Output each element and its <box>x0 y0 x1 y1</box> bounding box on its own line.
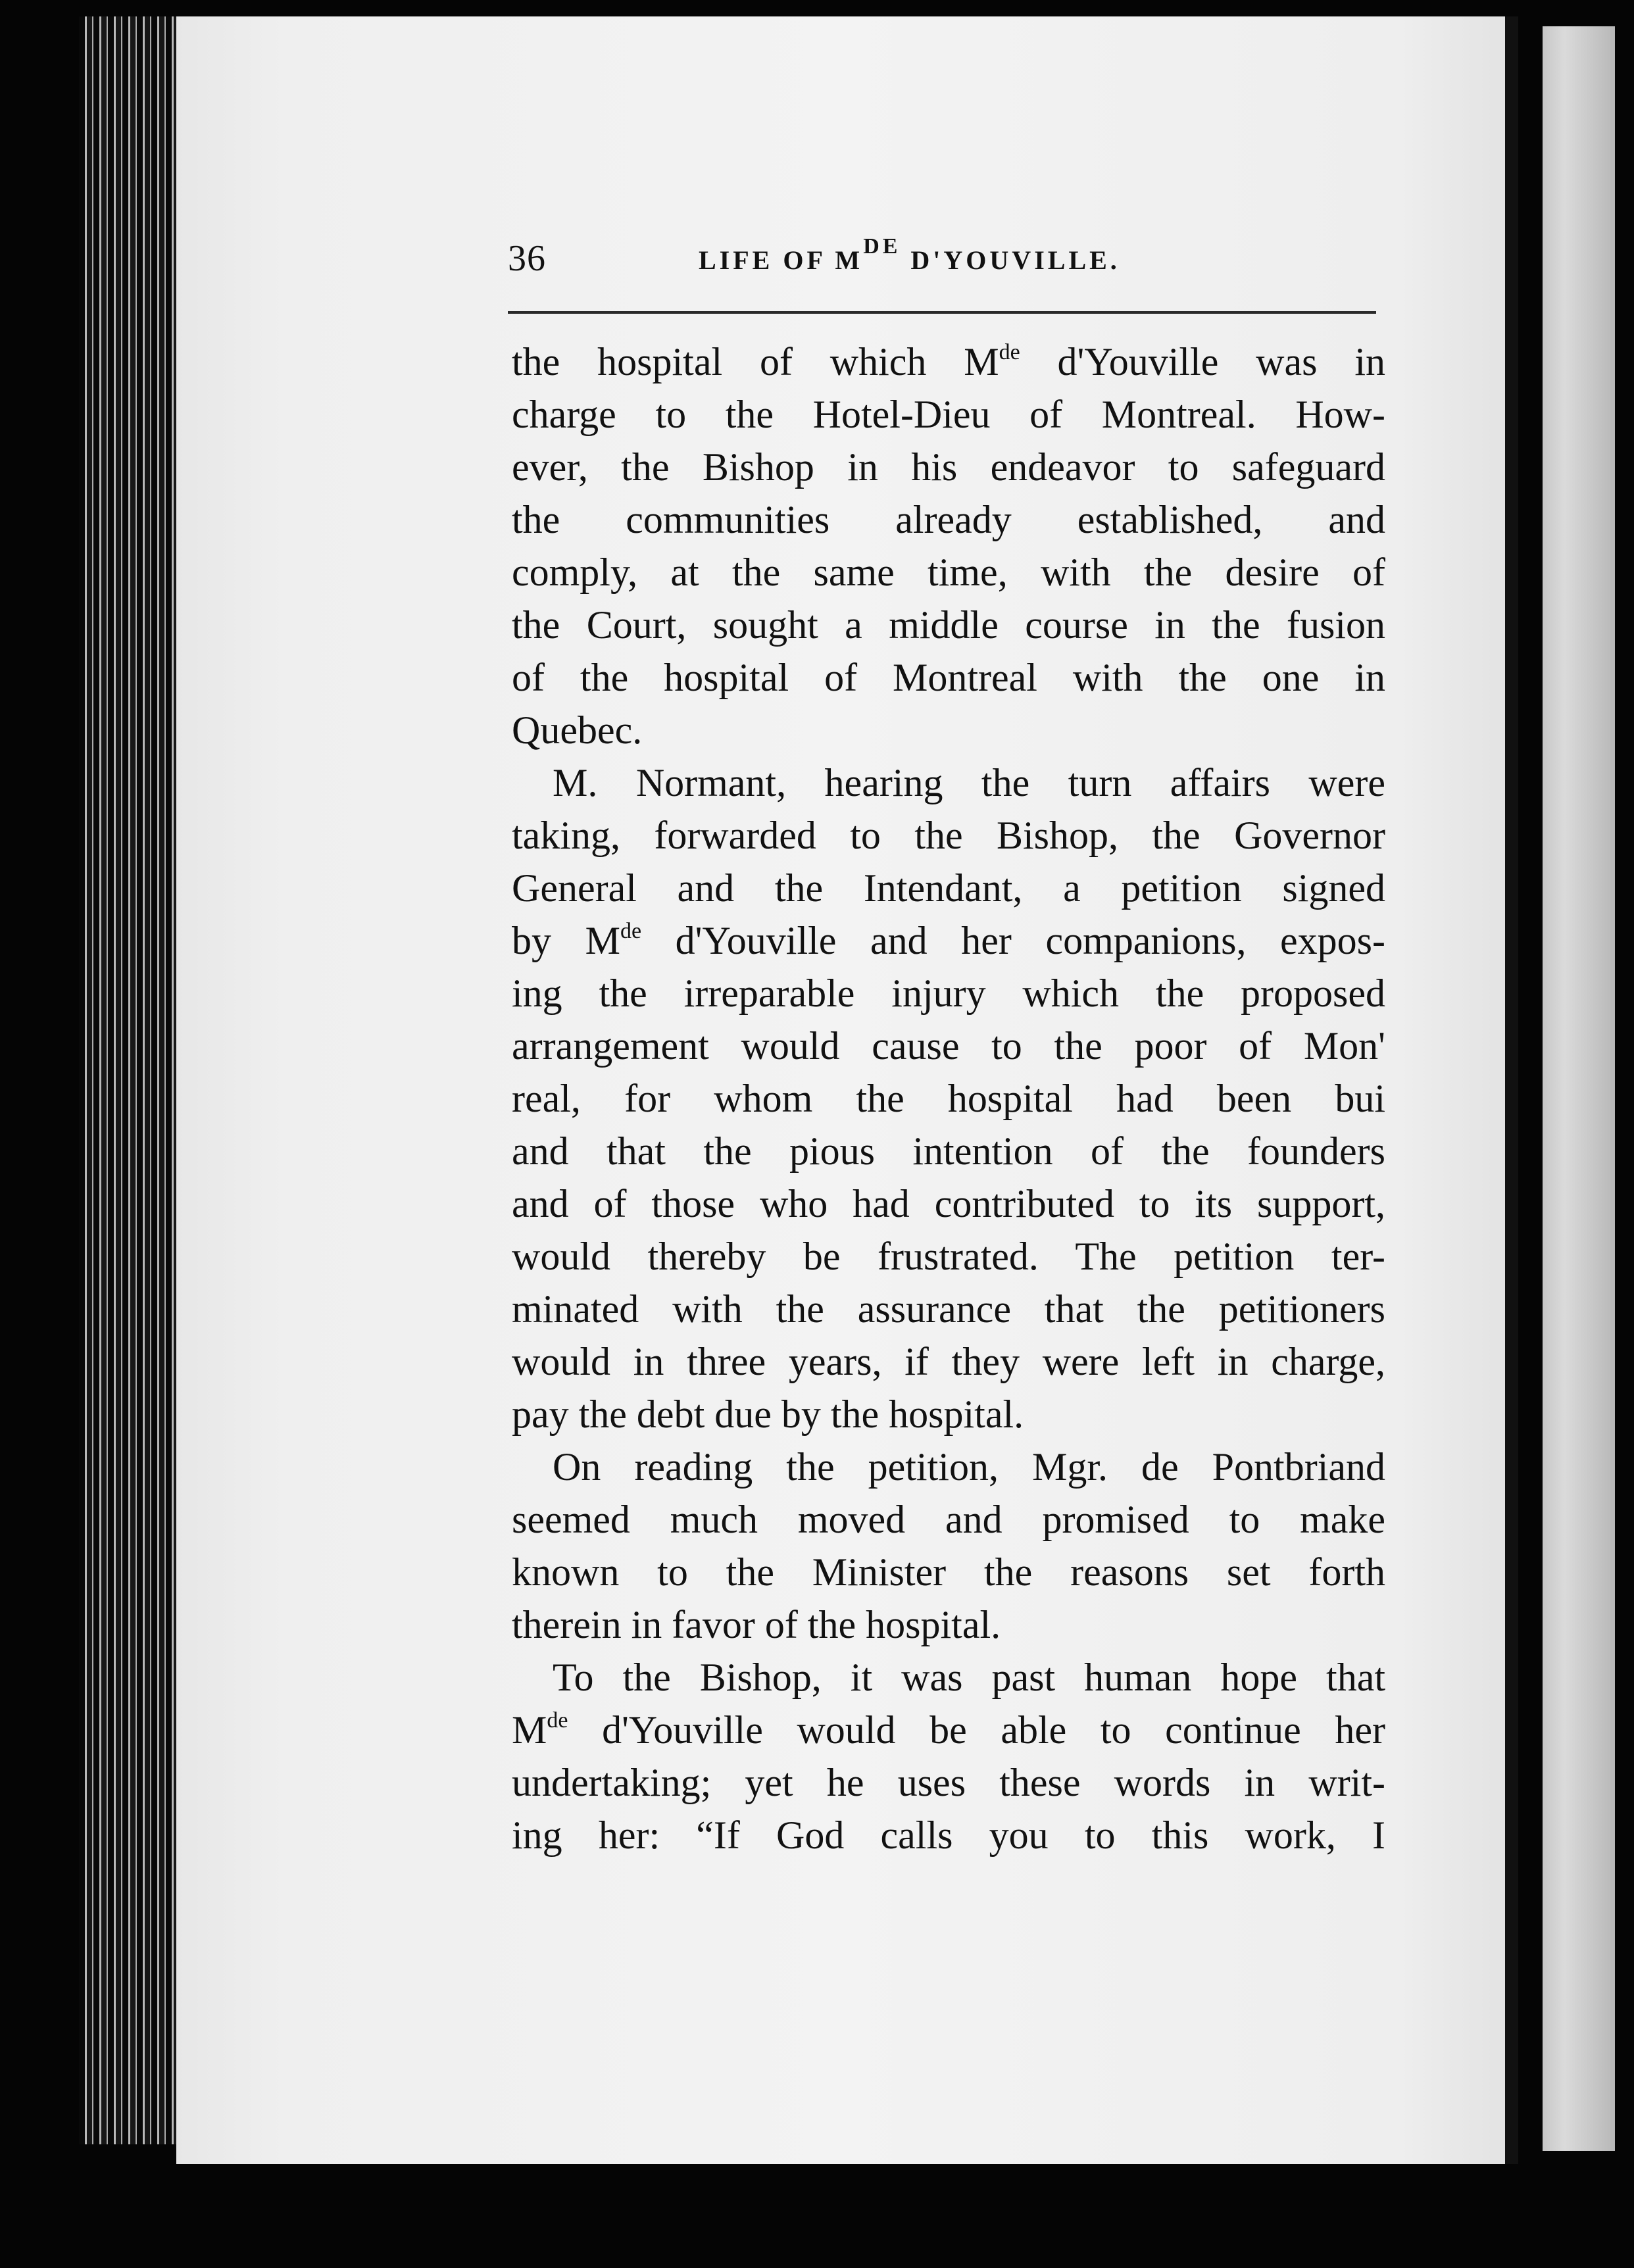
body-text <box>512 335 1385 1861</box>
text-line: the Court, sought a middle course in the fusion <box>512 603 1385 647</box>
text-line: To the Bishop, it was past human hope that <box>553 1656 1385 1699</box>
text-line: On reading the petition, Mgr. de Pontbriand <box>553 1445 1385 1489</box>
gutter-shadow <box>1505 16 1518 2164</box>
text-line: and of those who had contributed to its support, <box>512 1182 1385 1225</box>
text-line: comply, at the same time, with the desire of <box>512 551 1385 594</box>
text-line: Mde d'Youville would be able to continue her <box>512 1708 1385 1752</box>
text-line: by Mde d'Youville and her companions, expos- <box>512 919 1385 962</box>
header-rule <box>508 311 1376 314</box>
text-line: ever, the Bishop in his endeavor to safeguard <box>512 445 1385 489</box>
text-line: the hospital of which Mde d'Youville was in <box>512 340 1385 383</box>
text-line: arrangement would cause to the poor of Mon' <box>512 1024 1385 1068</box>
running-header <box>508 235 1383 282</box>
text-line: ing the irreparable injury which the proposed <box>512 972 1385 1015</box>
text-line: undertaking; yet he uses these words in writ- <box>512 1761 1385 1804</box>
text-line: therein in favor of the hospital. <box>512 1603 1001 1646</box>
text-line: would in three years, if they were left in charge, <box>512 1340 1385 1383</box>
text-line: M. Normant, hearing the turn affairs were <box>553 761 1385 804</box>
text-line: seemed much moved and promised to make <box>512 1498 1385 1541</box>
text-line: and that the pious intention of the founders <box>512 1129 1385 1173</box>
text-line: General and the Intendant, a petition signed <box>512 866 1385 910</box>
text-line: known to the Minister the reasons set forth <box>512 1550 1385 1594</box>
text-line: minated with the assurance that the petitioners <box>512 1287 1385 1331</box>
text-line: real, for whom the hospital had been bui <box>512 1077 1385 1120</box>
page-edges <box>79 16 178 2144</box>
running-title: LIFE OF MDE D'YOUVILLE. <box>699 234 1120 275</box>
text-line: would thereby be frustrated. The petition ter- <box>512 1235 1385 1278</box>
facing-page-edge <box>1543 26 1615 2151</box>
page-number: 36 <box>508 238 546 279</box>
text-line: Quebec. <box>512 708 643 752</box>
text-line: pay the debt due by the hospital. <box>512 1393 1024 1436</box>
text-line: taking, forwarded to the Bishop, the Governor <box>512 814 1385 857</box>
text-line: the communities already established, and <box>512 498 1385 541</box>
text-line: of the hospital of Montreal with the one in <box>512 656 1385 699</box>
text-line: charge to the Hotel-Dieu of Montreal. How- <box>512 393 1385 436</box>
text-line: ing her: “If God calls you to this work, I <box>512 1813 1385 1857</box>
